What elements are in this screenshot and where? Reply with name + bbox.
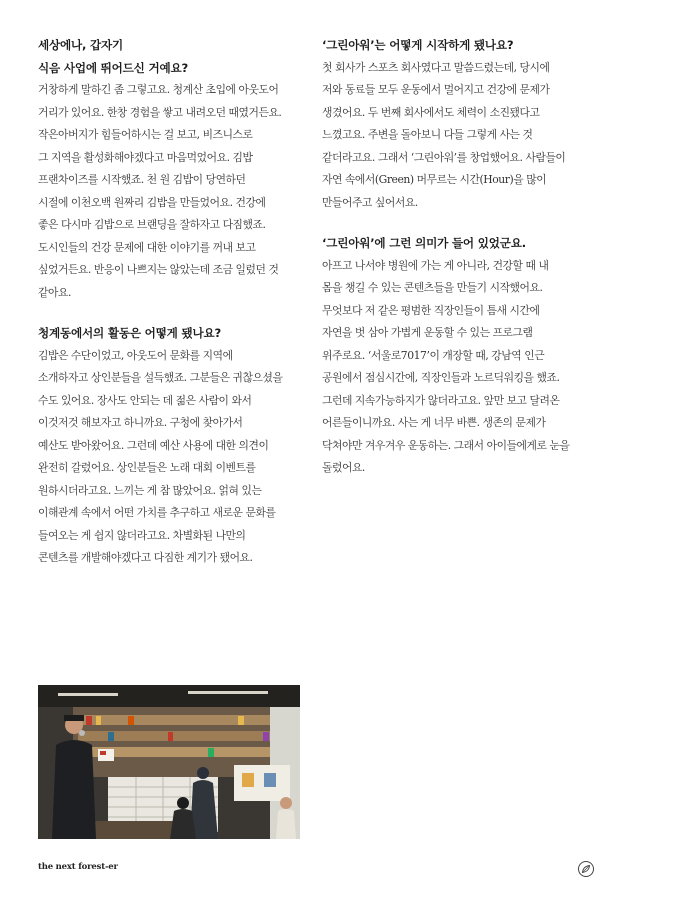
text-line: 완전히 갈렸어요. 상인분들은 노래 대회 이벤트를 bbox=[38, 461, 256, 474]
question-heading bbox=[38, 322, 304, 345]
text-line: 저와 동료들 모두 운동에서 멀어지고 건강에 문제가 bbox=[322, 83, 550, 96]
text-line: 생겼어요. 두 번째 회사에서도 체력이 소진됐다고 bbox=[322, 105, 540, 119]
text-line: 도시인들의 건강 문제에 대한 이야기를 꺼내 보고 bbox=[38, 240, 256, 254]
text-line: 원하시더라고요. 느끼는 게 참 많았어요. 얽혀 있는 bbox=[38, 483, 262, 497]
answer-paragraph bbox=[322, 255, 588, 480]
text-line: 김밥은 수단이었고, 아웃도어 문화를 지역에 bbox=[38, 348, 233, 362]
text-line: 좋은 다시마 김밥으로 브랜딩을 잘하자고 다짐했죠. bbox=[38, 218, 266, 231]
text-line: 닥쳐야만 겨우겨우 운동하는. 그래서 아이들에게로 눈을 bbox=[322, 438, 570, 452]
text-line: 만들어주고 싶어서요. bbox=[322, 195, 418, 209]
text-line: 프랜차이즈를 시작했죠. 천 원 김밥이 당연하던 bbox=[38, 173, 246, 186]
question-line: 청계동에서의 활동은 어떻게 됐나요? bbox=[38, 326, 222, 340]
text-line: 거창하게 말하긴 좀 그렇고요. 청계산 초입에 아웃도어 bbox=[38, 83, 279, 96]
question-heading bbox=[322, 34, 588, 57]
text-line: 싶었거든요. 반응이 나쁘지는 않았는데 조금 일렀던 것 bbox=[38, 263, 279, 276]
question-heading bbox=[322, 232, 588, 255]
text-line: 첫 회사가 스포츠 회사였다고 말씀드렸는데, 당시에 bbox=[322, 60, 550, 74]
question-line: ‘그린아워’는 어떻게 시작하게 됐나요? bbox=[322, 38, 514, 52]
text-line: 돌렸어요. bbox=[322, 461, 365, 474]
text-line: 같아요. bbox=[38, 285, 71, 299]
text-line: 소개하자고 상인분들을 설득했죠. 그분들은 귀찮으셨을 bbox=[38, 371, 283, 384]
event-photo bbox=[38, 685, 300, 839]
text-line: 이해관계 속에서 어떤 가치를 추구하고 새로운 문화를 bbox=[38, 506, 276, 519]
text-line: 아프고 나서야 병원에 가는 게 아니라, 건강할 때 내 bbox=[322, 258, 549, 272]
answer-paragraph bbox=[322, 57, 588, 215]
text-line: 거리가 있어요. 한창 경험을 쌓고 내려오던 때였거든요. bbox=[38, 105, 282, 119]
text-line: 어른들이니까요. 사는 게 너무 바쁜. 생존의 문제가 bbox=[322, 416, 546, 429]
text-line: 이것저것 해보자고 하니까요. 구청에 찾아가서 bbox=[38, 416, 243, 429]
text-line: 무엇보다 저 같은 평범한 직장인들이 틈새 시간에 bbox=[322, 303, 540, 317]
text-line: 자연을 벗 삼아 가볍게 운동할 수 있는 프로그램 bbox=[322, 326, 533, 339]
text-line: 자연 속에서(Green) 머무르는 시간(Hour)을 많이 bbox=[322, 173, 547, 186]
left-column bbox=[38, 34, 304, 570]
text-line: 그런데 지속가능하지가 않더라고요. 앞만 보고 달려온 bbox=[322, 393, 560, 407]
text-line: 느꼈고요. 주변을 돌아보니 다들 그렇게 사는 것 bbox=[322, 128, 533, 141]
text-line: 같더라고요. 그래서 ‘그린아워’를 창업했어요. 사람들이 bbox=[322, 150, 566, 164]
compass-leaf-icon bbox=[577, 860, 595, 878]
text-line: 시절에 이천오백 원짜리 김밥을 만들었어요. 건강에 bbox=[38, 195, 266, 209]
text-line: 몸을 챙길 수 있는 콘텐츠들을 만들기 시작했어요. bbox=[322, 281, 543, 294]
text-line: 위주로요. ‘서울로7017’이 개장할 때, 강남역 인근 bbox=[322, 348, 545, 362]
text-line: 공원에서 점심시간에, 직장인들과 노르딕워킹을 했죠. bbox=[322, 371, 560, 384]
question-line: 세상에나, 갑자기 bbox=[38, 38, 124, 52]
text-line: 들여오는 게 쉽지 않더라고요. 차별화된 나만의 bbox=[38, 528, 246, 542]
text-line: 그 지역을 활성화해야겠다고 마음먹었어요. 김밥 bbox=[38, 150, 253, 164]
question-heading bbox=[38, 34, 304, 79]
footer-brand: the next forest-er bbox=[38, 862, 118, 872]
answer-paragraph bbox=[38, 345, 304, 570]
text-line: 수도 있어요. 장사도 안되는 데 젊은 사람이 와서 bbox=[38, 393, 252, 407]
answer-paragraph bbox=[38, 79, 304, 304]
question-line: 식음 사업에 뛰어드신 거예요? bbox=[38, 60, 189, 75]
text-line: 작은아버지가 힘들어하시는 걸 보고, 비즈니스로 bbox=[38, 128, 253, 141]
text-line: 예산도 받아왔어요. 그런데 예산 사용에 대한 의견이 bbox=[38, 438, 269, 452]
right-column bbox=[322, 34, 588, 480]
text-line: 콘텐츠를 개발해야겠다고 다짐한 계기가 됐어요. bbox=[38, 551, 253, 564]
question-line: ‘그린아워’에 그런 의미가 들어 있었군요. bbox=[322, 236, 526, 250]
